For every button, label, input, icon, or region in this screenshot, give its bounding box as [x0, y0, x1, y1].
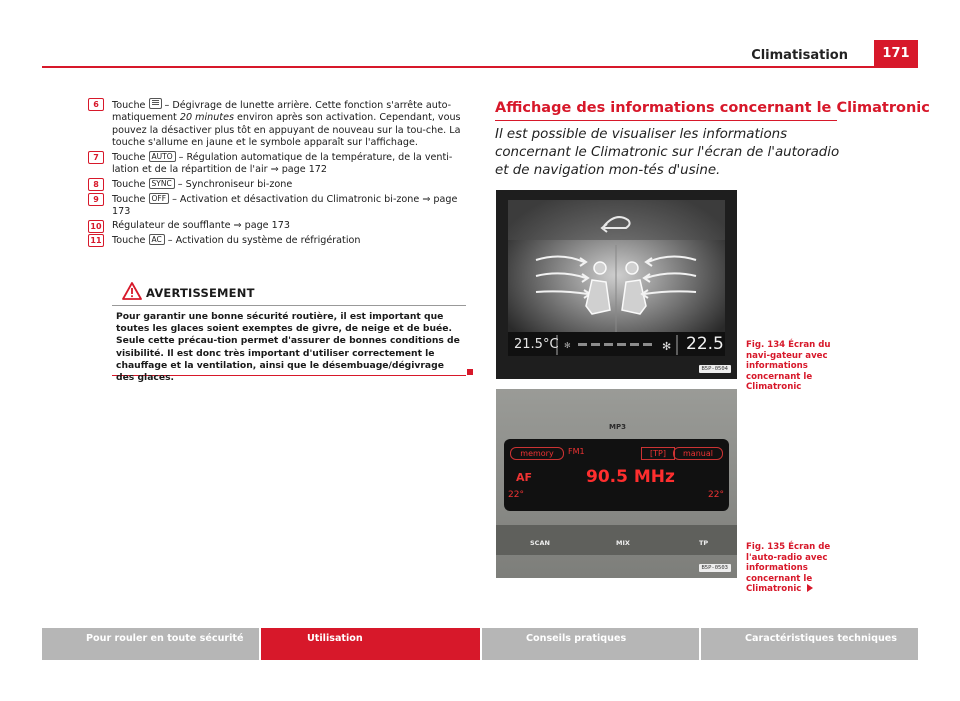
warning-title: AVERTISSEMENT	[146, 286, 255, 300]
warning-triangle-icon	[122, 282, 142, 300]
section-intro: Il est possible de visualiser les informations concernant le Climatronic sur l'écran de l'autoradio et de navigation mon-tés d'usine.	[495, 127, 840, 178]
continue-arrow-icon	[806, 584, 814, 592]
tab-technical-specs[interactable]: Caractéristiques techniques	[701, 628, 918, 660]
tp-button: TP	[699, 539, 709, 547]
item-prefix: Touche	[112, 179, 146, 191]
item-text-cont: environ après son activation. Cependant, vous pouvez la désactiver plus tôt en appuyant de nouveau sur la tou-che. La touche s'allume en jaune et le symbole apparaît sur l'affichage.	[112, 112, 461, 149]
key-label: OFF	[149, 193, 170, 204]
memory-label: memory	[510, 447, 564, 460]
item-number: 8	[88, 178, 104, 191]
item-text: – Activation et désactivation du Climatronic bi-zone ⇒ page 173	[112, 194, 458, 218]
key-label: AUTO	[149, 151, 176, 162]
item-text: – Synchroniseur bi-zone	[174, 179, 293, 191]
warning-body: Pour garantir une bonne sécurité routière, il est important que toutes les glaces soient exemptes de givre, de neige et de buée. Seule cette précau-tion permet d'assurer de bonnes conditions de visibilité. Il est donc très important d'utiliser correctement le chauffage et la ventilation, ainsi que le désembuage/dégivrage des glaces.	[116, 311, 460, 384]
scan-button: SCAN	[530, 539, 550, 547]
af-label: AF	[516, 471, 533, 484]
list-item	[90, 234, 466, 247]
header-rule	[42, 66, 918, 68]
radio-top-label: MP3	[609, 423, 626, 431]
control-list	[90, 98, 466, 249]
figure-radio-screen	[496, 389, 737, 578]
section-title: Affichage des informations concernant le Climatronic	[495, 100, 930, 116]
figure-caption-text: Fig. 135 Écran de l'auto-radio avec informations concernant le Climatronic	[746, 542, 831, 594]
section-rule	[495, 120, 837, 121]
item-prefix: Touche	[112, 235, 146, 247]
figure-caption: Fig. 134 Écran du navi-gateur avec informations concernant le Climatronic	[746, 340, 831, 392]
list-item	[90, 220, 466, 232]
figure-navigator-screen	[496, 190, 737, 379]
fan-icon-small: ✻	[564, 341, 571, 350]
tab-usage[interactable]: Utilisation	[261, 628, 482, 660]
item-prefix: Touche	[112, 100, 146, 111]
item-number: 7	[88, 151, 104, 164]
figure-code: B5P-0503	[699, 564, 732, 572]
item-text: – Régulation automatique de la température, de la venti-lation et de la répartition de l'air ⇒ page 172	[112, 152, 453, 176]
item-prefix: Touche	[112, 194, 146, 206]
temp-right: 22.5	[686, 334, 724, 354]
item-text: Régulateur de soufflante ⇒ page 173	[112, 220, 290, 232]
key-label: SYNC	[149, 178, 175, 189]
band-label: FM1	[568, 447, 585, 456]
page-number: 171	[874, 40, 918, 67]
item-prefix: Touche	[112, 152, 146, 164]
list-item	[93, 178, 466, 191]
warning-header	[112, 279, 466, 306]
tab-practical-tips[interactable]: Conseils pratiques	[482, 628, 701, 660]
tp-indicator: [TP]	[641, 447, 675, 460]
temp-left: 21.5°C	[514, 337, 559, 352]
item-emphasis: 20 minutes	[179, 112, 234, 124]
rear-defrost-icon	[149, 98, 162, 109]
list-item	[93, 151, 466, 177]
item-text: – Dégivrage de lunette arrière. Cette fonction s'arrête auto-matiquement	[112, 100, 452, 124]
page-header-title: Climatisation	[751, 48, 848, 63]
figure-caption	[746, 542, 856, 595]
figure-code: B5P-0504	[699, 365, 732, 373]
item-number: 10	[88, 220, 104, 233]
manual-label: manual	[673, 447, 723, 460]
item-number: 9	[88, 193, 104, 206]
temp-right: 22°	[708, 490, 724, 500]
end-marker	[467, 369, 473, 375]
item-text: – Activation du système de réfrigération	[164, 235, 361, 247]
footer-tabs	[42, 628, 918, 660]
item-number: 11	[88, 234, 104, 247]
frequency-display: 90.5 MHz	[586, 467, 675, 487]
tab-safety[interactable]: Pour rouler en toute sécurité	[42, 628, 261, 660]
list-item	[93, 98, 466, 150]
list-item	[93, 193, 466, 219]
fan-icon-large: ✻	[662, 340, 672, 353]
item-number: 6	[88, 98, 104, 111]
mix-button: MIX	[616, 539, 630, 547]
key-label: AC	[149, 234, 165, 245]
temp-left: 22°	[508, 490, 524, 500]
warning-box	[112, 279, 466, 384]
